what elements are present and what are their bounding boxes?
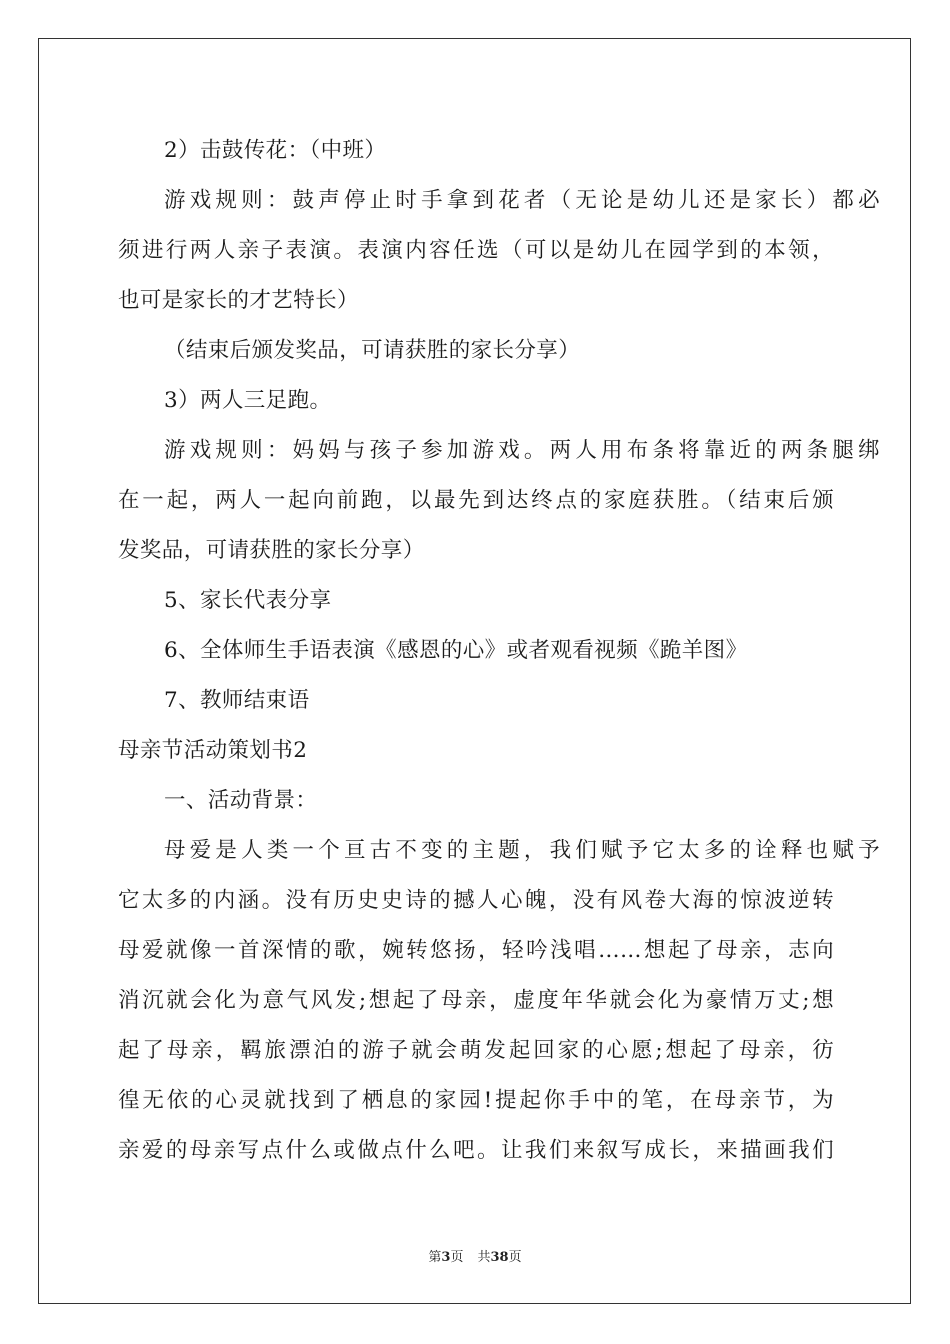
- paragraph-line: 游戏规则：鼓声停止时手拿到花者（无论是幼儿还是家长）都必: [164, 188, 880, 213]
- page-footer: [0, 1246, 950, 1265]
- paragraph-line: 起了母亲，羁旅漂泊的游子就会萌发起回家的心愿;想起了母亲，彷: [118, 1038, 834, 1063]
- paragraph-line: 母爱是人类一个亘古不变的主题，我们赋予它太多的诠释也赋予: [164, 838, 880, 863]
- paragraph-line: 母爱就像一首深情的歌，婉转悠扬，轻吟浅唱……想起了母亲，志向: [118, 938, 834, 963]
- paragraph-line: 徨无依的心灵就找到了栖息的家园!提起你手中的笔，在母亲节，为: [118, 1088, 834, 1113]
- total-page-count: 38: [490, 1250, 509, 1265]
- paragraph-line: 须进行两人亲子表演。表演内容任选（可以是幼儿在园学到的本领，: [118, 238, 834, 263]
- subsection-heading: 一、活动背景：: [164, 788, 318, 813]
- document-body: [118, 126, 880, 1176]
- list-item: 7、教师结束语: [164, 688, 310, 713]
- footer-page-suffix: 页: [450, 1250, 464, 1265]
- paragraph-line: 在一起，两人一起向前跑，以最先到达终点的家庭获胜。（结束后颁: [118, 488, 834, 513]
- footer-prefix: 第: [428, 1250, 442, 1265]
- list-item: 5、家长代表分享: [164, 588, 332, 613]
- footer-total-suffix: 页: [508, 1250, 522, 1265]
- paragraph-line: 它太多的内涵。没有历史史诗的撼人心魄，没有风卷大海的惊波逆转: [118, 888, 834, 913]
- paragraph-line: 也可是家长的才艺特长）: [118, 288, 359, 313]
- section-heading: 母亲节活动策划书2: [118, 738, 308, 763]
- paragraph-line: 消沉就会化为意气风发;想起了母亲，虚度年华就会化为豪情万丈;想: [118, 988, 834, 1013]
- list-item: 6、全体师生手语表演《感恩的心》或者观看视频《跪羊图》: [164, 638, 748, 663]
- paragraph-line: （结束后颁发奖品，可请获胜的家长分享）: [164, 338, 581, 363]
- list-item-drum-game-title: 2）击鼓传花：（中班）: [164, 138, 387, 163]
- paragraph-line: 发奖品，可请获胜的家长分享）: [118, 538, 425, 563]
- paragraph-line: 游戏规则：妈妈与孩子参加游戏。两人用布条将靠近的两条腿绑: [164, 438, 880, 463]
- paragraph-line: 亲爱的母亲写点什么或做点什么吧。让我们来叙写成长，来描画我们: [118, 1138, 834, 1163]
- current-page-number: 3: [441, 1250, 451, 1265]
- list-item-three-legged-race-title: 3）两人三足跑。: [164, 388, 332, 413]
- footer-total-prefix: 共: [477, 1250, 491, 1265]
